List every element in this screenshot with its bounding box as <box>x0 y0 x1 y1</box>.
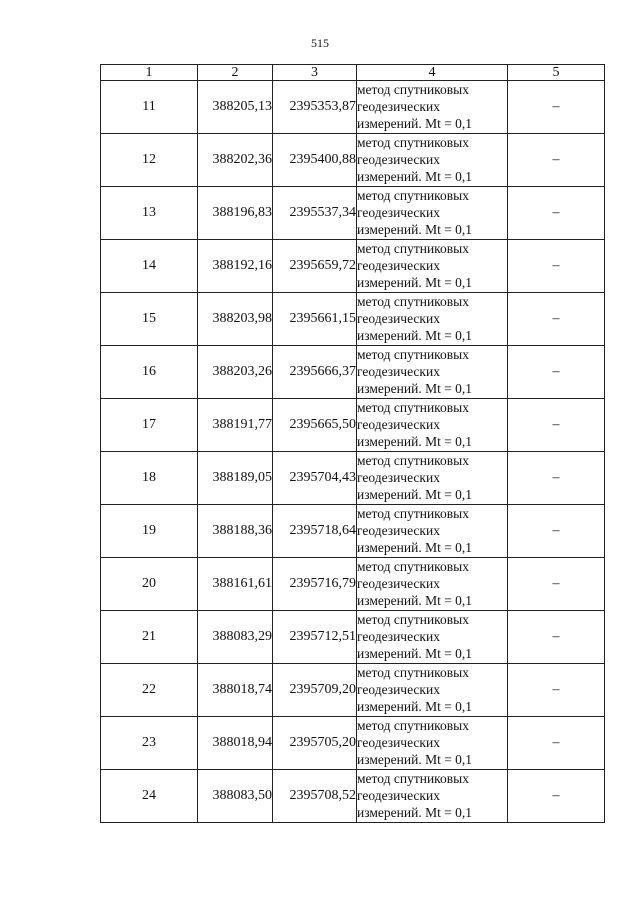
method-cell <box>357 664 508 717</box>
point-number-cell: 13 <box>101 187 198 240</box>
method-line: геодезических <box>357 152 440 167</box>
x-coordinate-cell: 388202,36 <box>198 134 273 187</box>
method-line: геодезических <box>357 311 440 326</box>
method-line: геодезических <box>357 682 440 697</box>
x-coordinate-cell: 388192,16 <box>198 240 273 293</box>
table-row <box>101 558 605 611</box>
method-line: измерений. Mt = 0,1 <box>357 275 473 290</box>
method-line: метод спутниковых <box>357 241 469 256</box>
method-cell <box>357 346 508 399</box>
method-line: метод спутниковых <box>357 612 469 627</box>
table-row <box>101 399 605 452</box>
y-coordinate-cell: 2395716,79 <box>273 558 357 611</box>
method-line: геодезических <box>357 258 440 273</box>
point-number-cell: 12 <box>101 134 198 187</box>
method-line: измерений. Mt = 0,1 <box>357 540 473 555</box>
table-row <box>101 81 605 134</box>
method-line: метод спутниковых <box>357 453 469 468</box>
x-coordinate-cell: 388196,83 <box>198 187 273 240</box>
table-row <box>101 293 605 346</box>
x-coordinate-cell: 388161,61 <box>198 558 273 611</box>
method-cell <box>357 134 508 187</box>
x-coordinate-cell: 388018,74 <box>198 664 273 717</box>
point-number-cell: 11 <box>101 81 198 134</box>
point-number-cell: 18 <box>101 452 198 505</box>
method-line: геодезических <box>357 523 440 538</box>
method-cell <box>357 293 508 346</box>
column-header-5: 5 <box>508 65 605 81</box>
method-line: метод спутниковых <box>357 559 469 574</box>
column-header-4: 4 <box>357 65 508 81</box>
table-row <box>101 770 605 823</box>
method-cell <box>357 770 508 823</box>
y-coordinate-cell: 2395708,52 <box>273 770 357 823</box>
table-row <box>101 346 605 399</box>
table-row <box>101 611 605 664</box>
note-cell: – <box>508 770 605 823</box>
note-cell: – <box>508 399 605 452</box>
method-line: измерений. Mt = 0,1 <box>357 381 473 396</box>
method-line: геодезических <box>357 364 440 379</box>
method-line: метод спутниковых <box>357 82 469 97</box>
point-number-cell: 23 <box>101 717 198 770</box>
table-row <box>101 187 605 240</box>
x-coordinate-cell: 388203,26 <box>198 346 273 399</box>
y-coordinate-cell: 2395353,87 <box>273 81 357 134</box>
method-line: геодезических <box>357 788 440 803</box>
x-coordinate-cell: 388083,29 <box>198 611 273 664</box>
note-cell: – <box>508 611 605 664</box>
note-cell: – <box>508 452 605 505</box>
point-number-cell: 20 <box>101 558 198 611</box>
note-cell: – <box>508 505 605 558</box>
point-number-cell: 21 <box>101 611 198 664</box>
point-number-cell: 24 <box>101 770 198 823</box>
table-row <box>101 452 605 505</box>
column-header-1: 1 <box>101 65 198 81</box>
table-row <box>101 717 605 770</box>
table-row <box>101 505 605 558</box>
method-cell <box>357 452 508 505</box>
x-coordinate-cell: 388018,94 <box>198 717 273 770</box>
method-line: измерений. Mt = 0,1 <box>357 434 473 449</box>
point-number-cell: 14 <box>101 240 198 293</box>
method-line: геодезических <box>357 99 440 114</box>
method-cell <box>357 505 508 558</box>
method-cell <box>357 717 508 770</box>
method-line: метод спутниковых <box>357 400 469 415</box>
method-line: измерений. Mt = 0,1 <box>357 222 473 237</box>
note-cell: – <box>508 240 605 293</box>
y-coordinate-cell: 2395709,20 <box>273 664 357 717</box>
y-coordinate-cell: 2395705,20 <box>273 717 357 770</box>
method-cell <box>357 81 508 134</box>
table-row <box>101 664 605 717</box>
method-line: измерений. Mt = 0,1 <box>357 116 473 131</box>
method-line: измерений. Mt = 0,1 <box>357 752 473 767</box>
method-cell <box>357 187 508 240</box>
method-line: геодезических <box>357 576 440 591</box>
point-number-cell: 22 <box>101 664 198 717</box>
note-cell: – <box>508 558 605 611</box>
y-coordinate-cell: 2395712,51 <box>273 611 357 664</box>
method-line: метод спутниковых <box>357 135 469 150</box>
method-cell <box>357 558 508 611</box>
y-coordinate-cell: 2395718,64 <box>273 505 357 558</box>
method-cell <box>357 399 508 452</box>
column-header-3: 3 <box>273 65 357 81</box>
method-cell <box>357 240 508 293</box>
y-coordinate-cell: 2395704,43 <box>273 452 357 505</box>
y-coordinate-cell: 2395661,15 <box>273 293 357 346</box>
note-cell: – <box>508 717 605 770</box>
x-coordinate-cell: 388205,13 <box>198 81 273 134</box>
method-line: измерений. Mt = 0,1 <box>357 328 473 343</box>
note-cell: – <box>508 664 605 717</box>
method-line: метод спутниковых <box>357 718 469 733</box>
method-line: измерений. Mt = 0,1 <box>357 169 473 184</box>
method-line: метод спутниковых <box>357 347 469 362</box>
note-cell: – <box>508 293 605 346</box>
method-line: измерений. Mt = 0,1 <box>357 805 473 820</box>
y-coordinate-cell: 2395400,88 <box>273 134 357 187</box>
y-coordinate-cell: 2395665,50 <box>273 399 357 452</box>
page-number: 515 <box>311 36 329 50</box>
table-header-row <box>101 65 605 81</box>
method-line: измерений. Mt = 0,1 <box>357 646 473 661</box>
method-cell <box>357 611 508 664</box>
x-coordinate-cell: 388203,98 <box>198 293 273 346</box>
method-line: измерений. Mt = 0,1 <box>357 593 473 608</box>
y-coordinate-cell: 2395537,34 <box>273 187 357 240</box>
x-coordinate-cell: 388191,77 <box>198 399 273 452</box>
note-cell: – <box>508 187 605 240</box>
x-coordinate-cell: 388083,50 <box>198 770 273 823</box>
method-line: геодезических <box>357 629 440 644</box>
method-line: геодезических <box>357 205 440 220</box>
y-coordinate-cell: 2395666,37 <box>273 346 357 399</box>
method-line: метод спутниковых <box>357 188 469 203</box>
note-cell: – <box>508 134 605 187</box>
method-line: метод спутниковых <box>357 665 469 680</box>
x-coordinate-cell: 388189,05 <box>198 452 273 505</box>
method-line: геодезических <box>357 735 440 750</box>
method-line: геодезических <box>357 417 440 432</box>
x-coordinate-cell: 388188,36 <box>198 505 273 558</box>
method-line: метод спутниковых <box>357 506 469 521</box>
method-line: метод спутниковых <box>357 294 469 309</box>
table-row <box>101 134 605 187</box>
method-line: геодезических <box>357 470 440 485</box>
point-number-cell: 19 <box>101 505 198 558</box>
method-line: измерений. Mt = 0,1 <box>357 699 473 714</box>
y-coordinate-cell: 2395659,72 <box>273 240 357 293</box>
method-line: метод спутниковых <box>357 771 469 786</box>
point-number-cell: 16 <box>101 346 198 399</box>
table-row <box>101 240 605 293</box>
coordinates-table <box>100 64 605 823</box>
column-header-2: 2 <box>198 65 273 81</box>
note-cell: – <box>508 346 605 399</box>
method-line: измерений. Mt = 0,1 <box>357 487 473 502</box>
note-cell: – <box>508 81 605 134</box>
point-number-cell: 17 <box>101 399 198 452</box>
point-number-cell: 15 <box>101 293 198 346</box>
